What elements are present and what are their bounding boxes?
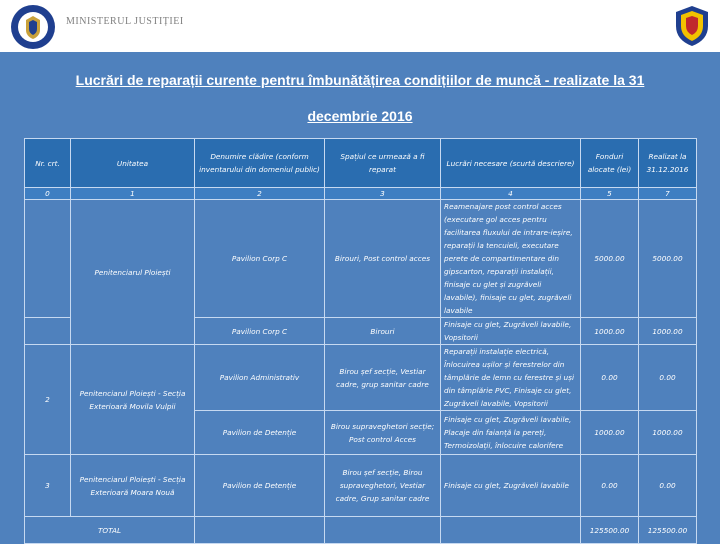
column-header: Lucrări necesare (scurtă descriere)	[441, 139, 581, 188]
column-header: Denumire clădire (conform inventarului din domeniul public)	[195, 139, 325, 188]
column-header: Realizat la 31.12.2016	[639, 139, 697, 188]
works-cell: Finisaje cu glet, Zugrăveli lavabile, Vopsitorii	[441, 318, 581, 345]
space-cell: Birou șef secție, Vestiar cadre, grup sanitar cadre	[325, 345, 441, 411]
column-header: Spațiul ce urmează a fi reparat	[325, 139, 441, 188]
funds-cell: 5000.00	[581, 200, 639, 318]
works-cell: Reparații instalație electrică, Înlocuirea ușilor și ferestrelor din tâmplărie de lemn cu ferestre și uși din tâmplărie PVC, Finisaje cu glet, Zugrăveli lavabile, Vopsitorii	[441, 345, 581, 411]
column-index: 5	[581, 188, 639, 200]
space-cell: Birouri, Post control acces	[325, 200, 441, 318]
building-cell: Pavilion de Detenție	[195, 455, 325, 517]
header-bar	[0, 0, 720, 52]
building-cell: Pavilion de Detenție	[195, 411, 325, 455]
total-label: TOTAL	[25, 517, 195, 544]
unit-cell: Penitenciarul Ploiești - Secția Exterioară Movila Vulpii	[71, 345, 195, 455]
empty-cell	[325, 517, 441, 544]
table-row	[25, 345, 697, 411]
empty-cell	[195, 517, 325, 544]
repairs-table-container	[24, 138, 696, 536]
works-cell: Reamenajare post control acces (executare gol acces pentru facilitarea fluxului de intrare-ieșire, reparații la tencuieli, executare perete de compartimentare din gipscarton, reparații instalații, finisaje cu glet și zugrăveli lavabile), finisaje cu glet, zugrăveli lavabile	[441, 200, 581, 318]
page-title	[20, 62, 700, 134]
column-index-row	[25, 188, 697, 200]
space-cell: Birouri	[325, 318, 441, 345]
column-index: 4	[441, 188, 581, 200]
column-index: 3	[325, 188, 441, 200]
works-cell: Finisaje cu glet, Zugrăveli lavabile	[441, 455, 581, 517]
works-cell: Finisaje cu glet, Zugrăveli lavabile, Placaje din faianță la pereți, Termoizolații, înlocuire calorifere	[441, 411, 581, 455]
done-cell: 0.00	[639, 345, 697, 411]
funds-cell: 1000.00	[581, 318, 639, 345]
space-cell: Birou supraveghetori secție; Post control Acces	[325, 411, 441, 455]
funds-cell: 0.00	[581, 455, 639, 517]
column-index: 2	[195, 188, 325, 200]
empty-cell	[441, 517, 581, 544]
ministry-of-justice-crest-icon	[672, 4, 712, 48]
row-number: 2	[25, 345, 71, 455]
done-cell: 1000.00	[639, 318, 697, 345]
done-cell: 5000.00	[639, 200, 697, 318]
column-index: 0	[25, 188, 71, 200]
ministry-name: MINISTERUL JUSTIȚIEI	[66, 16, 184, 27]
column-header: Unitatea	[71, 139, 195, 188]
title-line-2: decembrie 2016	[307, 108, 413, 124]
row-number: 3	[25, 455, 71, 517]
total-funds: 125500.00	[581, 517, 639, 544]
funds-cell: 0.00	[581, 345, 639, 411]
building-cell: Pavilion Administrativ	[195, 345, 325, 411]
column-index: 1	[71, 188, 195, 200]
column-header: Fonduri alocate (lei)	[581, 139, 639, 188]
funds-cell: 1000.00	[581, 411, 639, 455]
table-row	[25, 200, 697, 318]
building-cell: Pavilion Corp C	[195, 200, 325, 318]
table-row	[25, 455, 697, 517]
row-number	[25, 200, 71, 318]
repairs-table	[24, 138, 697, 544]
done-cell: 0.00	[639, 455, 697, 517]
title-line-1: Lucrări de reparații curente pentru îmbunătățirea condițiilor de muncă - realizate la 31	[75, 72, 645, 88]
row-number	[25, 318, 71, 345]
romanian-government-crest-icon	[10, 4, 56, 50]
unit-cell: Penitenciarul Ploiești	[71, 200, 195, 345]
total-row	[25, 517, 697, 544]
done-cell: 1000.00	[639, 411, 697, 455]
unit-cell: Penitenciarul Ploiești - Secția Exterioară Moara Nouă	[71, 455, 195, 517]
column-header: Nr. crt.	[25, 139, 71, 188]
table-header-row	[25, 139, 697, 188]
column-index: 7	[639, 188, 697, 200]
building-cell: Pavilion Corp C	[195, 318, 325, 345]
space-cell: Birou șef secție, Birou supraveghetori, Vestiar cadre, Grup sanitar cadre	[325, 455, 441, 517]
total-done: 125500.00	[639, 517, 697, 544]
